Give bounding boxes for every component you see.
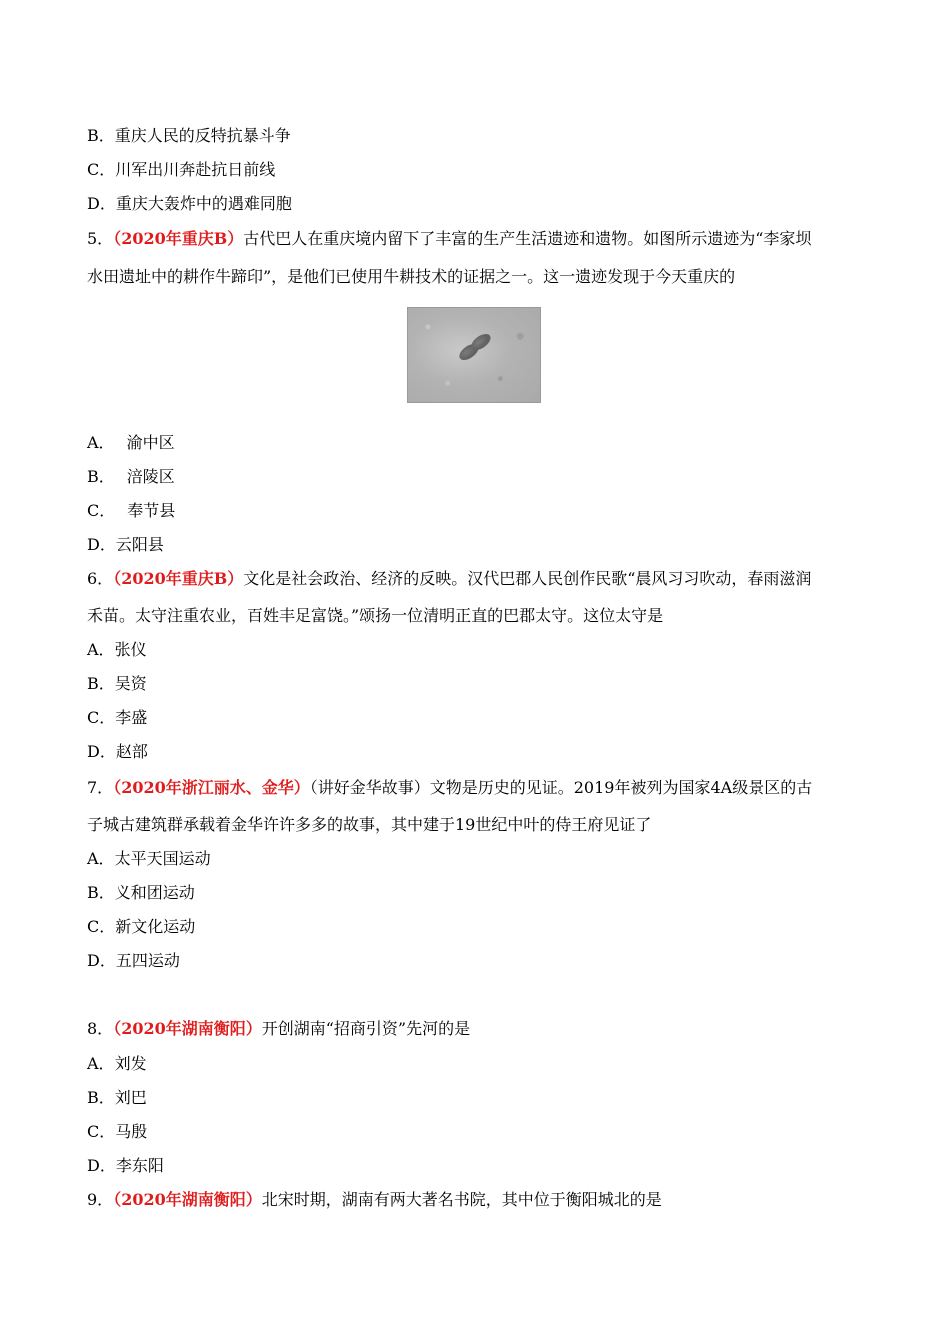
q7-option-c: C．新文化运动 xyxy=(87,917,196,936)
q8-stem: 8．（2020年湖南衡阳）开创湖南“招商引资”先河的是 xyxy=(87,1019,471,1038)
q6-stem-line1: 6．（2020年重庆B）文化是社会政治、经济的反映。汉代巴郡人民创作民歌“晨风习习吹动，春雨滋润 xyxy=(87,569,812,588)
q5-source: （2020年重庆B） xyxy=(113,229,244,248)
q4-option-b: B．重庆人民的反特抗暴斗争 xyxy=(87,126,291,145)
q5-option-a: A． 渝中区 xyxy=(87,433,175,452)
q6-stem-line2: 禾苗。太守注重农业，百姓丰足富饶。”颂扬一位清明正直的巴郡太守。这位太守是 xyxy=(87,606,664,625)
q7-option-a: A．太平天国运动 xyxy=(87,849,211,868)
q9-source: （2020年湖南衡阳） xyxy=(113,1190,262,1209)
q7-option-d: D．五四运动 xyxy=(87,951,180,970)
q4-option-c: C．川军出川奔赴抗日前线 xyxy=(87,160,276,179)
ox-hoofprint-photo xyxy=(407,307,541,403)
q8-option-c: C．马殷 xyxy=(87,1122,148,1141)
q6-option-d: D．赵部 xyxy=(87,742,148,761)
q6-option-a: A．张仪 xyxy=(87,640,147,659)
q8-source: （2020年湖南衡阳） xyxy=(113,1019,262,1038)
q8-option-a: A．刘发 xyxy=(87,1054,147,1073)
q7-stem-line2: 子城古建筑群承载着金华许许多多的故事，其中建于19世纪中叶的侍王府见证了 xyxy=(87,815,652,834)
q7-stem-line1: 7．（2020年浙江丽水、金华）（讲好金华故事）文物是历史的见证。2019年被列为国家4A级景区的古 xyxy=(87,778,813,797)
q4-option-d: D．重庆大轰炸中的遇难同胞 xyxy=(87,194,292,213)
q5-option-d: D．云阳县 xyxy=(87,535,164,554)
q5-stem-line2: 水田遗址中的耕作牛蹄印”，是他们已使用牛耕技术的证据之一。这一遗迹发现于今天重庆的 xyxy=(87,267,736,286)
q8-option-b: B．刘巴 xyxy=(87,1088,147,1107)
q9-stem: 9．（2020年湖南衡阳）北宋时期，湖南有两大著名书院，其中位于衡阳城北的是 xyxy=(87,1190,662,1209)
q8-option-d: D．李东阳 xyxy=(87,1156,164,1175)
q5-option-b: B． 涪陵区 xyxy=(87,467,175,486)
q7-source: （2020年浙江丽水、金华） xyxy=(113,778,310,797)
q6-option-b: B．吴资 xyxy=(87,674,147,693)
q5-stem-line1: 5．（2020年重庆B）古代巴人在重庆境内留下了丰富的生产生活遗迹和遗物。如图所示遗迹为“李家坝 xyxy=(87,229,812,248)
q6-option-c: C．李盛 xyxy=(87,708,148,727)
q7-option-b: B．义和团运动 xyxy=(87,883,195,902)
q5-option-c: C． 奉节县 xyxy=(87,501,176,520)
q6-source: （2020年重庆B） xyxy=(113,569,244,588)
